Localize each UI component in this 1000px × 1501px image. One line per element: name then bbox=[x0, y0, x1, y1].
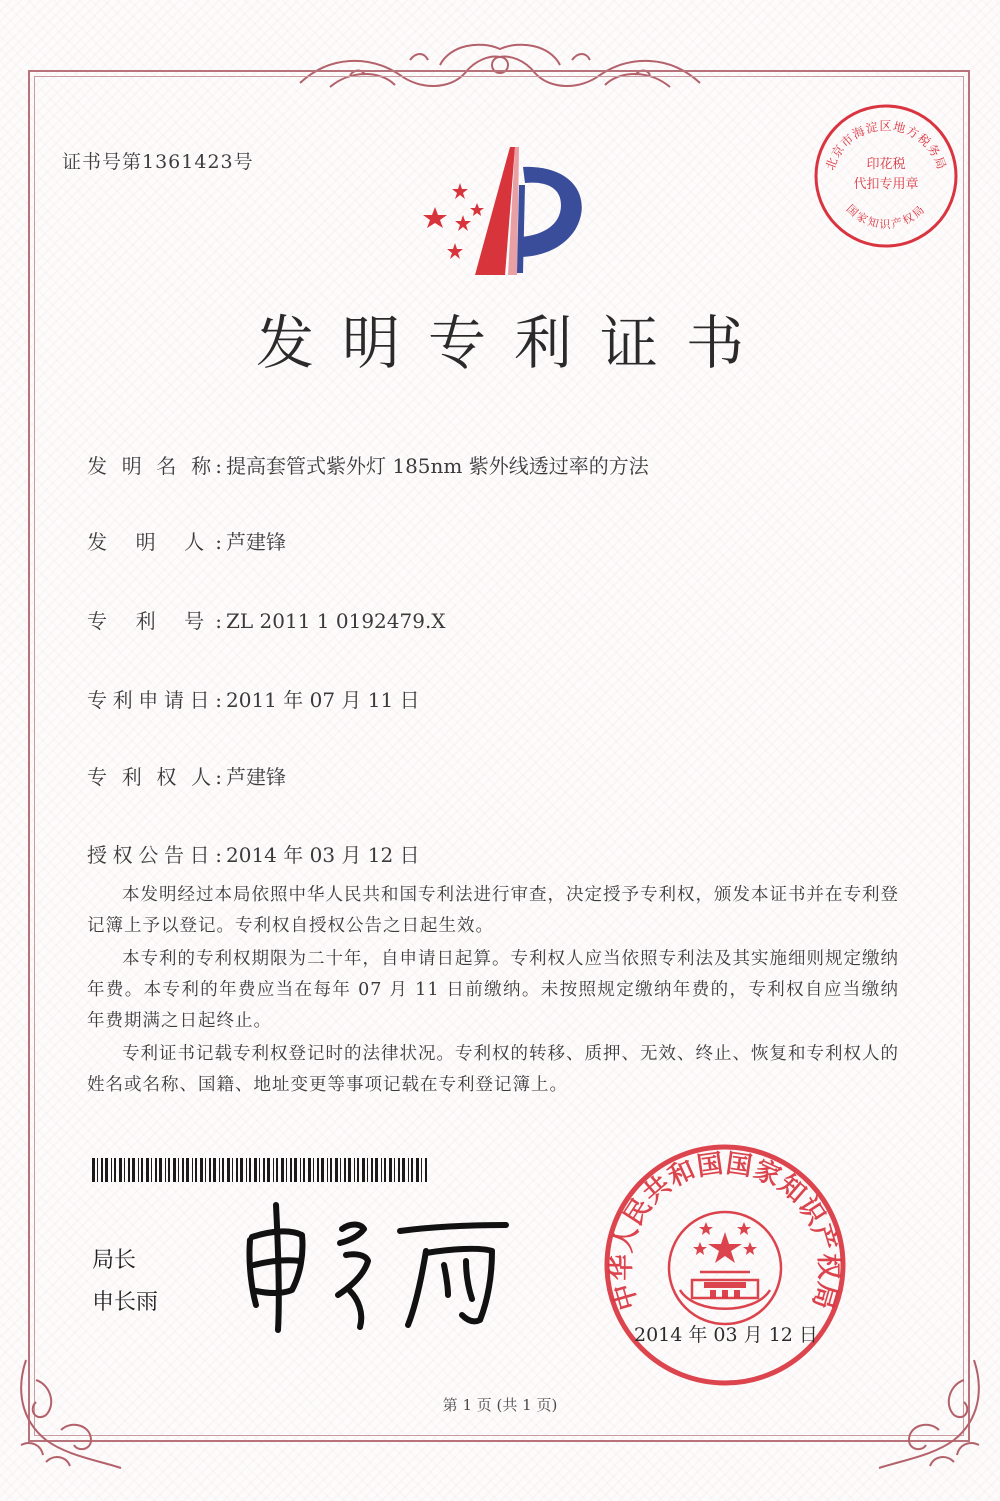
field-value: 芦建锋 bbox=[226, 765, 286, 789]
national-ip-office-seal bbox=[600, 1140, 850, 1390]
field-grant-date bbox=[87, 839, 420, 868]
seal-date: 2014 年 03 月 12 日 bbox=[634, 1324, 818, 1346]
bottom-right-ornament bbox=[864, 1350, 994, 1480]
field-label: 授权公告日: bbox=[87, 843, 222, 867]
field-label: 专 利 号: bbox=[87, 609, 222, 633]
bottom-left-ornament bbox=[6, 1350, 136, 1480]
field-value: 提高套管式紫外灯 185nm 紫外线透过率的方法 bbox=[226, 454, 649, 478]
svg-text:国家知识产权局 bbox=[844, 202, 929, 231]
field-invention-name bbox=[87, 450, 649, 479]
field-patent-number bbox=[87, 605, 446, 634]
page-number: 第 1 页 (共 1 页) bbox=[442, 1396, 558, 1414]
patent-office-logo bbox=[415, 145, 595, 280]
field-label: 专 利 权 人: bbox=[87, 765, 222, 789]
body-paragraph-1: 本发明经过本局依照中华人民共和国专利法进行审查，决定授予专利权，颁发本证书并在专利登记簿上予以登记。专利权自授权公告之日起生效。 bbox=[87, 885, 899, 936]
field-application-date bbox=[87, 684, 420, 713]
barcode bbox=[92, 1158, 432, 1182]
tax-stamp-center-line2: 代扣专用章 bbox=[853, 177, 919, 192]
tax-stamp-bottom-text: 国家知识产权局 bbox=[843, 202, 929, 231]
certificate-number: 证书号第1361423号 bbox=[62, 151, 254, 173]
body-paragraph-2: 本专利的专利权期限为二十年，自申请日起算。专利权人应当依照专利法及其实施细则规定缴纳年费。本专利的年费应当在每年 07 月 11 日前缴纳。未按照规定缴纳年费的，专利权自应当缴纳年费期满之日起终止。 bbox=[87, 949, 899, 1031]
field-label: 专利申请日: bbox=[87, 688, 222, 712]
tax-stamp-center-line1: 印花税 bbox=[866, 157, 906, 172]
field-label: 发 明 人: bbox=[87, 530, 222, 554]
body-paragraph-3: 专利证书记载专利权登记时的法律状况。专利权的转移、质押、无效、终止、恢复和专利权人的姓名或名称、国籍、地址变更等事项记载在专利登记簿上。 bbox=[87, 1044, 899, 1095]
director-signature bbox=[230, 1195, 520, 1335]
field-patentee bbox=[87, 761, 286, 790]
director-name: 申长雨 bbox=[92, 1290, 159, 1315]
certificate-title: 发明专利证书 bbox=[255, 309, 772, 377]
field-value: 2014 年 03 月 12 日 bbox=[226, 843, 420, 867]
field-value: 芦建锋 bbox=[226, 530, 286, 554]
field-value: 2011 年 07 月 11 日 bbox=[226, 688, 420, 712]
director-title: 局长 bbox=[92, 1248, 137, 1273]
tax-stamp-seal bbox=[810, 100, 962, 252]
svg-text:中华人民共和国国家知识产权局 bbox=[607, 1149, 843, 1313]
field-value: ZL 2011 1 0192479.X bbox=[226, 609, 446, 633]
seal-ring-text: 中华人民共和国国家知识产权局 bbox=[606, 1148, 844, 1314]
field-label: 发 明 名 称: bbox=[87, 454, 222, 478]
field-inventor bbox=[87, 526, 286, 555]
tax-stamp-ring-text: 北京市海淀区地方税务局 bbox=[822, 119, 950, 172]
